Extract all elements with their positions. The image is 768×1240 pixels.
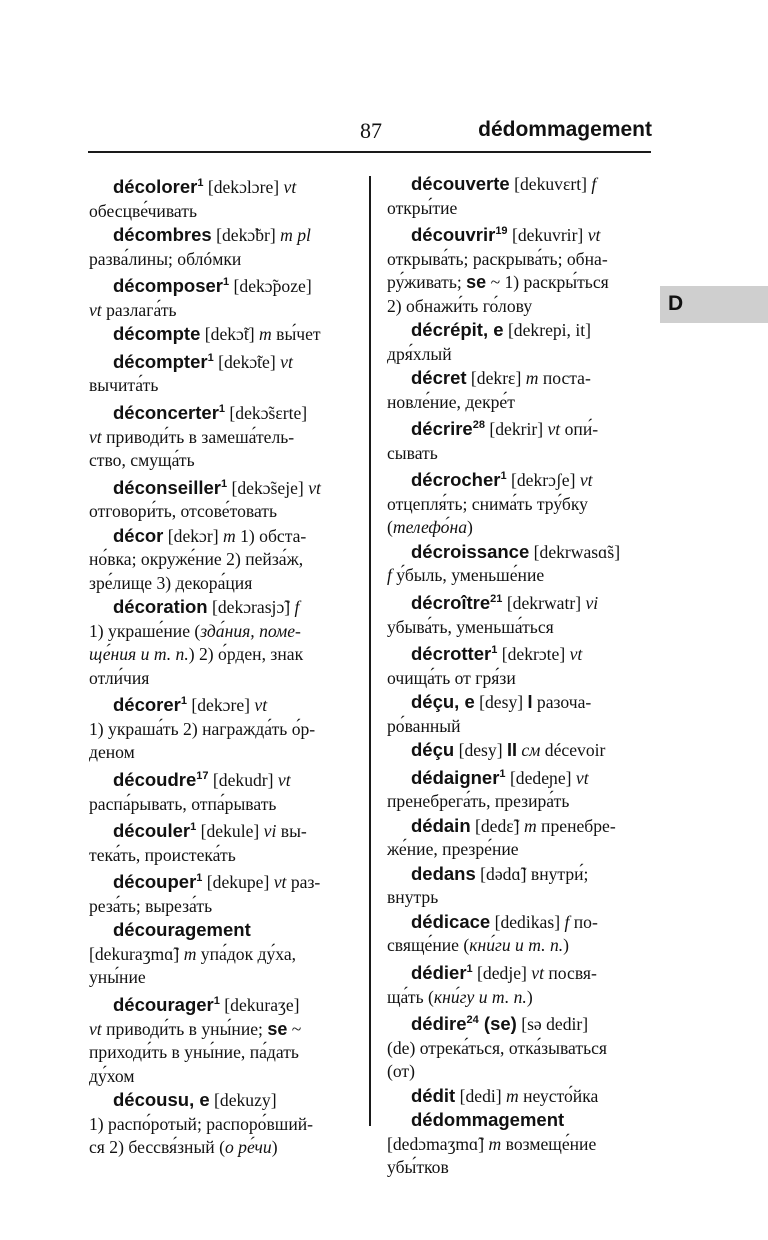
headword: décorer$^1$ (113, 694, 187, 716)
headword: dedans (411, 862, 476, 884)
headword: décret (411, 367, 467, 389)
headword: décousu, e (113, 1089, 210, 1111)
dictionary-entry: dédire$^{24}$ (se) [sə dedir] (de) отрека́ться, отка́зываться (от) (387, 1013, 607, 1082)
dictionary-entry: décompter$^1$ [dekɔ̃te] vt вычита́ть (89, 350, 293, 396)
running-head: dédommagement (478, 118, 652, 141)
headword: décroissance (411, 540, 530, 562)
dictionary-entry: décorer$^1$ [dekɔre] vt 1) украша́ть 2) награжда́ть о́р- деном (89, 694, 316, 763)
dictionary-entry: décoration [dekɔrasjɔ̃] f 1) украше́ние (зда́ния, поме- ще́ния и т. п.) 2) о́рден, знак отли́чия (89, 596, 304, 688)
headword: décombres (113, 224, 212, 246)
page-number: 87 (360, 118, 382, 143)
headword: décompter$^1$ (113, 350, 214, 372)
headword: dédire$^{24}$ (se) (411, 1013, 517, 1035)
headword: décor (113, 524, 164, 546)
headword: découdre$^{17}$ (113, 769, 209, 791)
dictionary-entry: découverte [dekuvɛrt] f откры́тие (387, 173, 597, 218)
headword: décrépit, e (411, 319, 504, 341)
dictionary-entry: décomposer$^1$ [dekɔ̃poze] vt разлага́ть (89, 275, 312, 320)
headword: dédommagement (411, 1109, 565, 1131)
dictionary-entry: déconseiller$^1$ [dekɔ̃seje] vt отговори́ть, отсове́товать (89, 476, 321, 522)
dictionary-entry: dédain [dedɛ̃] m пренебре- же́ние, презре́ние (387, 814, 616, 860)
dictionary-entry: découdre$^{17}$ [dekudr] vt распа́рывать, отпа́рывать (89, 769, 291, 814)
dictionary-entry: déçu [desy] II см décevoir (411, 739, 606, 761)
headword: décrocher$^1$ (411, 469, 507, 491)
dictionary-entry: décrire$^{28}$ [dekrir] vt опи́- сывать (387, 418, 599, 463)
dictionary-entry: dédier$^1$ [dedje] vt посвя- ща́ть (кни́гу и т. п.) (387, 962, 597, 1007)
headword: décroître$^{21}$ (411, 592, 503, 614)
thumb-index-letter: D (668, 292, 684, 315)
column-divider (369, 176, 371, 1126)
dictionary-entry: déçu, e [desy] I разоча- ро́ванный (387, 691, 592, 736)
dictionary-entry: découragement [dekuraʒmɑ̃] m упа́док ду́ха, уны́ние (89, 919, 297, 988)
headword: déçu (411, 739, 455, 761)
thumb-index-tab (660, 286, 768, 323)
headword: déconseiller$^1$ (113, 476, 228, 498)
headword: décoration (113, 596, 208, 618)
dictionary-entry: découper$^1$ [dekupe] vt раз- реза́ть; выреза́ть (89, 871, 321, 916)
dictionary-entry: décroissance [dekrwasɑ̃s] f у́быль, уменьше́ние (387, 540, 621, 586)
headword: découper$^1$ (113, 871, 203, 893)
dictionary-entry: décourager$^1$ [dekuraʒe] vt приводи́ть в уны́ние; se ~ приходи́ть в уны́ние, па́дать ду́хом (89, 994, 302, 1086)
headword: décolorer$^1$ (113, 176, 204, 198)
dictionary-entry: dédaigner$^1$ [dedeɲe] vt пренебрега́ть, презира́ть (387, 766, 589, 812)
dictionary-entry: décrépit, e [dekrepi, it] дря́хлый (387, 319, 591, 364)
dictionary-entry: décolorer$^1$ [dekɔlɔre] vt обесцве́чивать (89, 176, 297, 221)
dictionary-entry: décrocher$^1$ [dekrɔʃe] vt отцепля́ть; снима́ть тру́бку (телефо́на) (387, 469, 593, 538)
headword: découvrir$^{19}$ (411, 224, 508, 246)
dictionary-entry: déconcerter$^1$ [dekɔ̃sɛrte] vt приводи́ть в замеша́тель- ство, смуща́ть (89, 402, 308, 471)
headword: déçu, e (411, 691, 475, 713)
dictionary-entry: décompte [dekɔ̃t] m вы́чет (113, 323, 321, 345)
dictionary-entry: découvrir$^{19}$ [dekuvrir] vt открыва́ть; раскрыва́ть; обна- ру́живать; se ~ 1) раскры́ться 2) обнажи́ть го́лову (387, 224, 609, 316)
headword: décomposer$^1$ (113, 275, 230, 297)
headword: décompte (113, 323, 201, 345)
dictionary-entry: découler$^1$ [dekule] vi вы- тека́ть, проистека́ть (89, 820, 307, 865)
headword: découragement (113, 919, 251, 941)
left-column (89, 172, 357, 1160)
dictionary-entry: décret [dekrɛ] m поста- новле́ние, декре́т (387, 367, 591, 412)
headword: dédicace (411, 910, 491, 932)
dictionary-entry: décrotter$^1$ [dekrɔte] vt очища́ть от гря́зи (387, 643, 583, 688)
dictionary-entry: décor [dekɔr] m 1) обста- но́вка; окруже́ние 2) пейза́ж, зре́лище 3) декора́ция (89, 524, 307, 593)
headword: décrotter$^1$ (411, 643, 498, 665)
right-column (387, 172, 653, 1180)
header-rule (88, 151, 651, 153)
headword: décrire$^{28}$ (411, 418, 485, 440)
dictionary-entry: décousu, e [dekuzy] 1) распо́ротый; распоро́вший- ся 2) бессвя́зный (о ре́чи) (89, 1089, 314, 1158)
dictionary-entry: dédit [dedi] m неусто́йка (411, 1084, 599, 1106)
dictionary-entry: dedans [dədɑ̃] внутри́; внутрь (387, 862, 589, 908)
headword: dédier$^1$ (411, 962, 473, 984)
headword: déconcerter$^1$ (113, 402, 226, 424)
dictionary-entry: décroître$^{21}$ [dekrwatr] vi убыва́ть, уменьша́ться (387, 592, 599, 637)
headword: dédaigner$^1$ (411, 766, 506, 788)
headword: dédain (411, 814, 471, 836)
headword: découverte (411, 173, 510, 194)
dictionary-entry: décombres [dekɔ̃br] m pl разва́лины; облóмки (89, 224, 311, 269)
headword: dédit (411, 1084, 456, 1106)
dictionary-entry: dédicace [dedikas] f по- свяще́ние (кни́ги и т. п.) (387, 910, 598, 956)
headword: découler$^1$ (113, 820, 197, 842)
dictionary-entry: dédommagement [dedɔmaʒmɑ̃] m возмеще́ние убы́тков (387, 1109, 597, 1178)
headword: décourager$^1$ (113, 994, 220, 1016)
